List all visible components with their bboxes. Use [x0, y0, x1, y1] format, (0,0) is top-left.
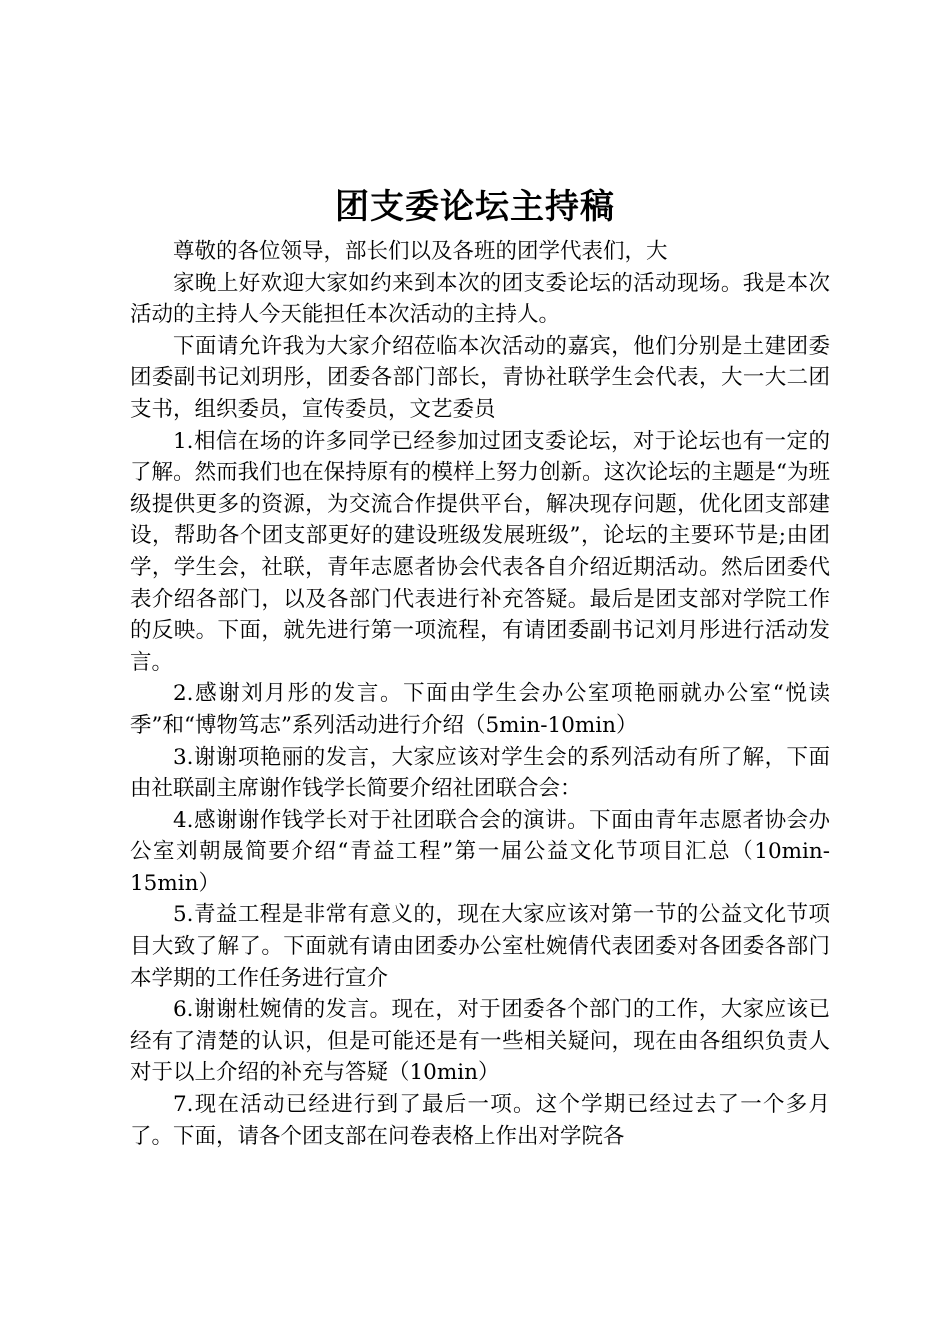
document-title: 团支委论坛主持稿: [335, 187, 615, 227]
step-4-paragraph: 4.感谢谢作钱学长对于社团联合会的演讲。下面由青年志愿者协会办公室刘朝晟简要介绍“青益工程”第一届公益文化节项目汇总（10min-15min）: [130, 807, 830, 896]
greeting-paragraph: 尊敬的各位领导，部长们以及各班的团学代表们，大: [173, 239, 668, 264]
step-7-paragraph: 7.现在活动已经进行到了最后一项。这个学期已经过去了一个多月了。下面，请各个团支部在问卷表格上作出对学院各: [130, 1092, 830, 1149]
step-2-paragraph: 2.感谢刘月彤的发言。下面由学生会办公室项艳丽就办公室“悦读季”和“博物笃志”系列活动进行介绍（5min-10min）: [130, 681, 830, 738]
guests-paragraph: 下面请允许我为大家介绍莅临本次活动的嘉宾，他们分别是土建团委团委副书记刘玥彤，团委各部门部长，青协社联学生会代表，大一大二团支书，组织委员，宣传委员，文艺委员: [130, 333, 830, 422]
step-5-paragraph: 5.青益工程是非常有意义的，现在大家应该对第一节的公益文化节项目大致了解了。下面就有请由团委办公室杜婉倩代表团委对各团委各部门本学期的工作任务进行宣介: [130, 902, 830, 991]
opening-paragraph: 家晚上好欢迎大家如约来到本次的团支委论坛的活动现场。我是本次活动的主持人今天能担任本次活动的主持人。: [130, 270, 830, 328]
step-3-paragraph: 3.谢谢项艳丽的发言，大家应该对学生会的系列活动有所了解，下面由社联副主席谢作钱学长简要介绍社团联合会：: [130, 744, 830, 802]
document-body: [130, 236, 830, 1152]
step-1-paragraph: 1.相信在场的许多同学已经参加过团支委论坛，对于论坛也有一定的了解。然而我们也在保持原有的模样上努力创新。这次论坛的主题是“为班级提供更多的资源，为交流合作提供平台，解决现存问题，优化团支部建设，帮助各个团支部更好的建设班级发展班级”，论坛的主要环节是;由团学，学生会，社联，青年志愿者协会代表各自介绍近期活动。然后团委代表介绍各部门，以及各部门代表进行补充答疑。最后是团支部对学院工作的反映。下面，就先进行第一项流程，有请团委副书记刘月彤进行活动发言。: [130, 428, 830, 675]
step-6-paragraph: 6.谢谢杜婉倩的发言。现在，对于团委各个部门的工作，大家应该已经有了清楚的认识，但是可能还是有一些相关疑问，现在由各组织负责人对于以上介绍的补充与答疑（10min）: [130, 997, 830, 1086]
